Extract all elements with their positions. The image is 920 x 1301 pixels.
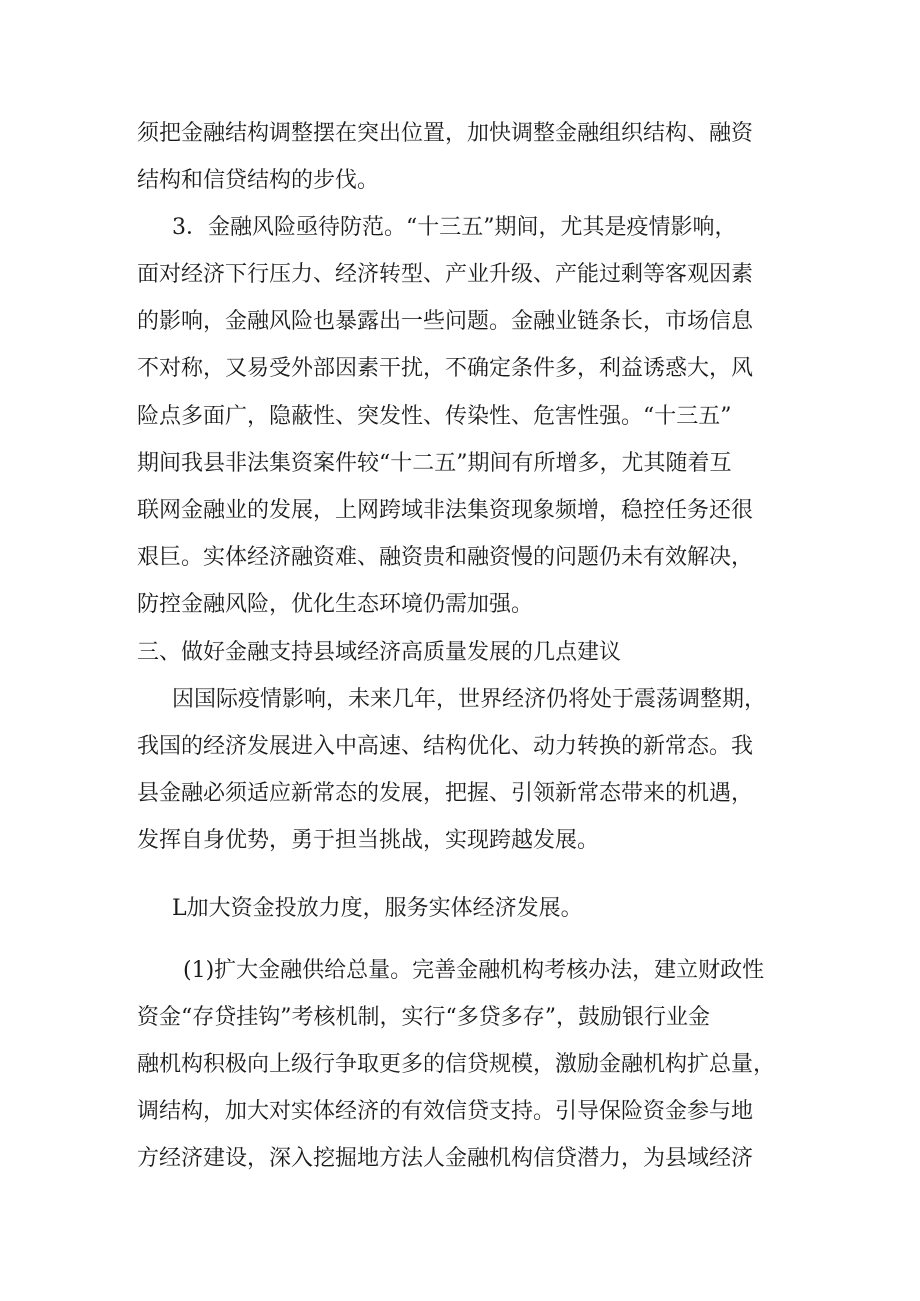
text-line: 面对经济下行压力、经济转型、产业升级、产能过剩等客观因素	[137, 262, 754, 287]
subsection-heading: L加大资金投放力度，服务实体经济发展。	[172, 896, 583, 921]
text-line: 发挥自身优势，勇于担当挑战，实现跨越发展。	[137, 828, 600, 853]
text-line: 县金融必须适应新常态的发展，把握、引领新常态带来的机遇，	[137, 781, 754, 806]
text-line: 期间我县非法集资案件较“十二五”期间有所增多，尤其随着互	[137, 451, 732, 476]
text-line: 须把金融结构调整摆在突出位置，加快调整金融组织结构、融资	[137, 121, 754, 146]
text-line: (1)扩大金融供给总量。完善金融机构考核办法，建立财政性	[183, 958, 765, 983]
text-line: 险点多面广，隐蔽性、突发性、传染性、危害性强。“十三五”	[137, 404, 732, 429]
text-line: 结构和信贷结构的步伐。	[137, 168, 380, 193]
text-line: 方经济建设，深入挖掘地方法人金融机构信贷潜力，为县域经济	[137, 1146, 754, 1171]
text-line: 联网金融业的发展，上网跨域非法集资现象频增，稳控任务还很	[137, 498, 754, 523]
text-line: 3．金融风险亟待防范。“十三五”期间，尤其是疫情影响，	[172, 215, 737, 240]
text-line: 资金“存贷挂钩”考核机制，实行“多贷多存”，鼓励银行业金	[137, 1005, 710, 1030]
text-line: 我国的经济发展进入中高速、结构优化、动力转换的新常态。我	[137, 734, 754, 759]
text-line: 的影响，金融风险也暴露出一些问题。金融业链条长，市场信息	[137, 309, 754, 334]
text-line: 艰巨。实体经济融资难、融资贵和融资慢的问题仍未有效解决，	[137, 545, 754, 570]
text-line: 因国际疫情影响，未来几年，世界经济仍将处于震荡调整期，	[172, 687, 767, 712]
text-line: 融机构积极向上级行争取更多的信贷规模，激励金融机构扩总量，	[137, 1052, 776, 1077]
text-line: 防控金融风险，优化生态环境仍需加强。	[137, 592, 534, 617]
text-line: 调结构，加大对实体经济的有效信贷支持。引导保险资金参与地	[137, 1099, 754, 1124]
text-line: 不对称，又易受外部因素干扰，不确定条件多，利益诱惑大，风	[137, 356, 754, 381]
section-heading: 三、做好金融支持县域经济高质量发展的几点建议	[137, 640, 622, 665]
